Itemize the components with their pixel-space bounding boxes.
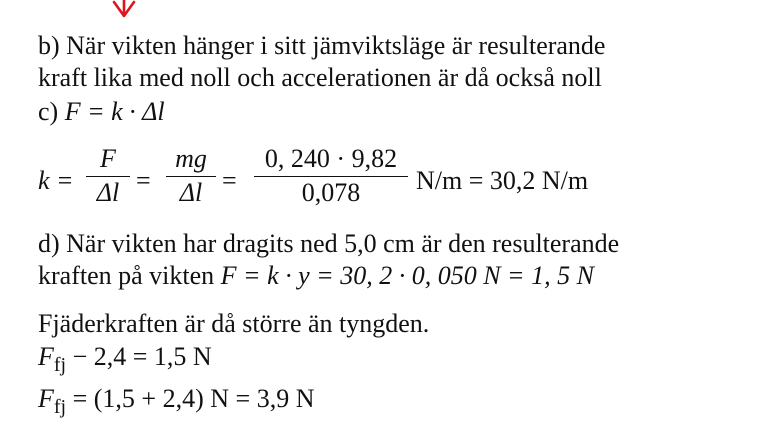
fraction2-numerator: mg xyxy=(175,144,207,173)
fraction-f-over-dl xyxy=(86,144,130,208)
fraction1-numerator: F xyxy=(100,144,116,173)
spring-force-statement: Fjäderkraften är då större än tyngden. xyxy=(38,309,430,338)
part-b-line-2: kraft lika med noll och accelerationen är då också noll xyxy=(38,63,602,92)
spring-force-equation-1 xyxy=(38,342,212,376)
f1-rest: − 2,4 = 1,5 N xyxy=(66,342,212,371)
fraction1-denominator: Δl xyxy=(96,178,120,207)
part-c-line xyxy=(38,97,165,127)
part-d-text: kraften på vikten xyxy=(38,261,221,290)
f2-subscript: fj xyxy=(53,396,67,418)
f2-rest: = (1,5 + 2,4) N = 3,9 N xyxy=(66,384,315,413)
f1-subscript: fj xyxy=(53,354,67,376)
equals-sign-1: = xyxy=(136,166,151,195)
spring-force-equation-2 xyxy=(38,384,315,418)
fraction1-bar xyxy=(86,176,130,177)
fraction3-bar xyxy=(254,176,408,177)
part-d-line-1: d) När vikten har dragits ned 5,0 cm är den resulterande xyxy=(38,229,620,258)
f2-variable: F xyxy=(38,384,54,413)
f1-variable: F xyxy=(38,342,54,371)
red-arrow-icon xyxy=(112,0,136,20)
part-c-prefix: c) xyxy=(38,97,65,126)
equals-sign-2: = xyxy=(222,166,237,195)
fraction-numeric xyxy=(254,144,408,208)
fraction3-numerator: 0, 240 · 9,82 xyxy=(264,144,398,173)
part-d-formula: F = k · y = 30, 2 · 0, 050 N = 1, 5 N xyxy=(220,261,594,290)
fraction-mg-over-dl xyxy=(166,144,216,208)
fraction2-denominator: Δl xyxy=(179,178,203,207)
part-d-line-2 xyxy=(38,261,594,291)
part-c-formula: F = k · Δl xyxy=(64,97,165,126)
fraction2-bar xyxy=(166,176,216,177)
k-result: N/m = 30,2 N/m xyxy=(416,166,589,195)
k-label: k = xyxy=(38,166,74,195)
fraction3-denominator: 0,078 xyxy=(301,178,361,207)
part-b-line-1: b) När vikten hänger i sitt jämviktsläge är resulterande xyxy=(38,31,606,60)
